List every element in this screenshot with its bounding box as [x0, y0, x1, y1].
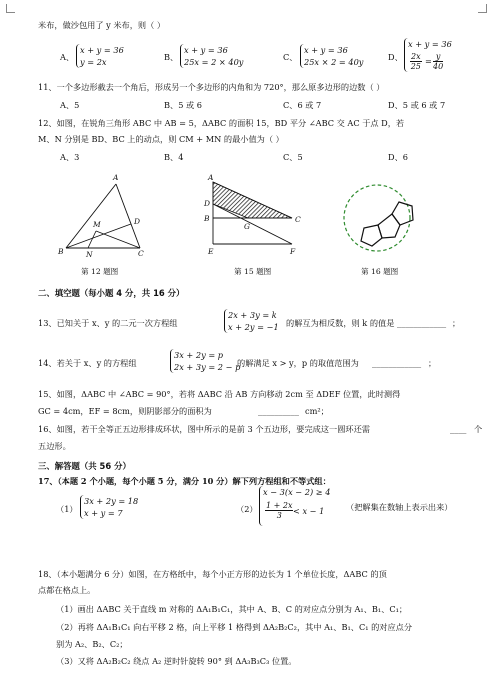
- fig12-label-n: N: [86, 250, 93, 259]
- q10-option-d-label: D、: [388, 52, 403, 62]
- q17-part1-label: （1）: [56, 504, 78, 514]
- q10-option-a-system: [76, 44, 124, 68]
- q15-answer-blank: __________: [258, 406, 299, 416]
- q16-line1: 16、如图，若干全等正五边形排成环状，图中所示的是前 3 个五边形，要完成这一圆环还需: [38, 424, 370, 434]
- fig16-pentagon-ring: [344, 185, 413, 251]
- q14-pre: 14、若关于 x、y 的方程组: [38, 358, 137, 368]
- q12-option-c: C、5: [283, 152, 303, 162]
- q18-step2-line2: 别为 A₂、B₂、C₂；: [56, 639, 128, 649]
- fig15-label-a: A: [208, 173, 214, 182]
- q15-line1: 15、如图，ΔABC 中 ∠ABC = 90°，若将 ΔABC 沿 AB 方向移动 2cm 至 ΔDEF 位置，此时测得: [38, 389, 401, 399]
- q12-option-d: D、6: [388, 152, 408, 162]
- equation: 25x = 2 × 40y: [184, 57, 244, 67]
- q11-option-d: D、5 或 6 或 7: [388, 100, 446, 110]
- q11-option-b: B、5 或 6: [164, 100, 203, 110]
- q18-step1: （1）画出 ΔABC 关于直线 m 对称的 ΔA₁B₁C₁，其中 A、B、C 的对应点分别为 A₁、B₁、C₁；: [56, 604, 408, 614]
- q16-line1-end: 个: [474, 424, 483, 434]
- q13-answer-blank: ____________: [397, 318, 447, 328]
- q14-end: ；: [428, 358, 437, 368]
- q12-option-a: A、3: [60, 152, 80, 162]
- fig15-label-f: F: [290, 247, 296, 256]
- corner-mark: [6, 4, 15, 13]
- fig15-triangles: [213, 182, 292, 244]
- fig15-label-e: E: [208, 247, 214, 256]
- equation: x + y = 7: [84, 508, 123, 518]
- q16-answer-blank: ____: [450, 424, 467, 434]
- fig12-label-b: B: [58, 247, 64, 256]
- fig16-caption: 第 16 题图: [361, 267, 399, 276]
- equation: 3x + 2y = p: [174, 350, 224, 360]
- equation: 2x + 3y = 2 − p: [174, 362, 241, 372]
- q18-stem-line2: 点都在格点上。: [38, 585, 96, 595]
- fig12-label-a: A: [113, 173, 119, 182]
- fig12-label-d: D: [134, 217, 141, 226]
- q10-option-b-system: [180, 44, 243, 68]
- q13-end: ；: [452, 318, 461, 328]
- fraction: $\frac{y}{40}$: [433, 52, 444, 71]
- fig15-caption: 第 15 题图: [234, 267, 272, 276]
- q14-answer-blank: ____________: [372, 358, 422, 368]
- q15-unit: cm²；: [305, 406, 329, 416]
- q10-option-a-label: A、: [60, 52, 75, 62]
- equation: 3x + 2y = 18: [84, 496, 139, 506]
- section-2-heading: 二、填空题（每小题 4 分，共 16 分）: [38, 288, 185, 298]
- fig16-pentagon: [361, 225, 382, 246]
- equation: x + y = 36: [408, 39, 452, 49]
- q12-option-b: B、4: [164, 152, 184, 162]
- fig15-label-b: B: [204, 214, 210, 223]
- q13-pre: 13、已知关于 x、y 的二元一次方程组: [38, 318, 178, 328]
- q16-line2: 五边形。: [38, 441, 71, 451]
- q17-part2-rest: < x − 1: [293, 506, 325, 516]
- fig16-dashed-circle: [344, 185, 410, 251]
- equation: 2x + 3y = k: [228, 310, 277, 320]
- q17-part2-label: （2）: [236, 504, 258, 514]
- fig12-triangle: [66, 184, 140, 248]
- equation: x + y = 36: [304, 45, 348, 55]
- q17-part2-note: （把解集在数轴上表示出来）: [346, 502, 453, 512]
- q17-stem: 17、（本题 2 个小题，每个小题 5 分，满分 10 分）解下列方程组和不等式组：: [38, 476, 331, 486]
- equation: 25x × 2 = 40y: [304, 57, 364, 67]
- q10-stem-tail: 米布，做沙包用了 y 米布，则（ ）: [38, 20, 166, 30]
- q15-line2: GC = 4cm，EF = 8cm，则阴影部分的面积为: [38, 406, 212, 416]
- equation: x + y = 36: [184, 45, 228, 55]
- figures-row: [0, 168, 493, 280]
- equals-sign: =: [425, 56, 432, 66]
- q13-post: 的解互为相反数，则 k 的值是: [286, 318, 395, 328]
- fig15-label-c: C: [295, 215, 301, 224]
- fraction: $\frac{2x}{25}$: [410, 52, 421, 71]
- q14-system: [170, 349, 240, 373]
- q18-stem-line1: 18、（本小题满分 6 分）如图，在方格纸中，每个小正方形的边长为 1 个单位长度，ΔABC 的顶: [38, 569, 387, 579]
- q14-post: 的解满足 x > y，p 的取值范围为: [237, 358, 359, 368]
- q11-stem: 11、一个多边形截去一个角后，形成另一个多边形的内角和为 720°，那么原多边形的边数（ ）: [38, 82, 385, 92]
- q12-stem-line2: M、N 分别是 BD、BC 上的动点，则 CM + MN 的最小值为（ ）: [38, 134, 284, 144]
- q12-stem-line1: 12、如图，在锐角三角形 ABC 中 AB = 5，ΔABC 的面积 15，BD 平分 ∠ABC 交 AC 于点 D，若: [38, 118, 405, 128]
- fig16-pentagon: [392, 202, 413, 225]
- corner-mark: [478, 4, 487, 13]
- q11-option-a: A、5: [60, 100, 80, 110]
- q18-step2-line1: （2）再将 ΔA₁B₁C₁ 向右平移 2 格，向上平移 1 格得到 ΔA₂B₂C₂，其中 A₁、B₁、C₁ 的对应点分: [56, 622, 413, 632]
- fraction: $\frac{1 + 2x}{3}$: [266, 501, 293, 520]
- q17-part1-system: [80, 495, 138, 519]
- equation: y = 2x: [80, 57, 107, 67]
- fig12-label-c: C: [138, 249, 144, 258]
- q10-option-c-label: C、: [283, 52, 298, 62]
- q11-option-c: C、6 或 7: [283, 100, 322, 110]
- q10-option-b-label: B、: [164, 52, 179, 62]
- q18-step3: （3）又将 ΔA₂B₂C₂ 绕点 A₂ 逆时针旋转 90° 到 ΔA₃B₃C₃ 位置。: [56, 656, 297, 666]
- section-3-heading: 三、解答题（共 56 分）: [38, 461, 131, 471]
- equation: x + 2y = −1: [228, 322, 279, 332]
- q13-system: [224, 309, 279, 333]
- fig12-caption: 第 12 题图: [81, 267, 119, 276]
- q10-option-c-system: [300, 44, 363, 68]
- inequality: x − 3(x − 2) ≥ 4: [263, 487, 331, 497]
- fig15-label-d: D: [204, 199, 211, 208]
- fig12-label-m: M: [93, 220, 101, 229]
- fig15-label-g: G: [244, 222, 250, 231]
- equation: x + y = 36: [80, 45, 124, 55]
